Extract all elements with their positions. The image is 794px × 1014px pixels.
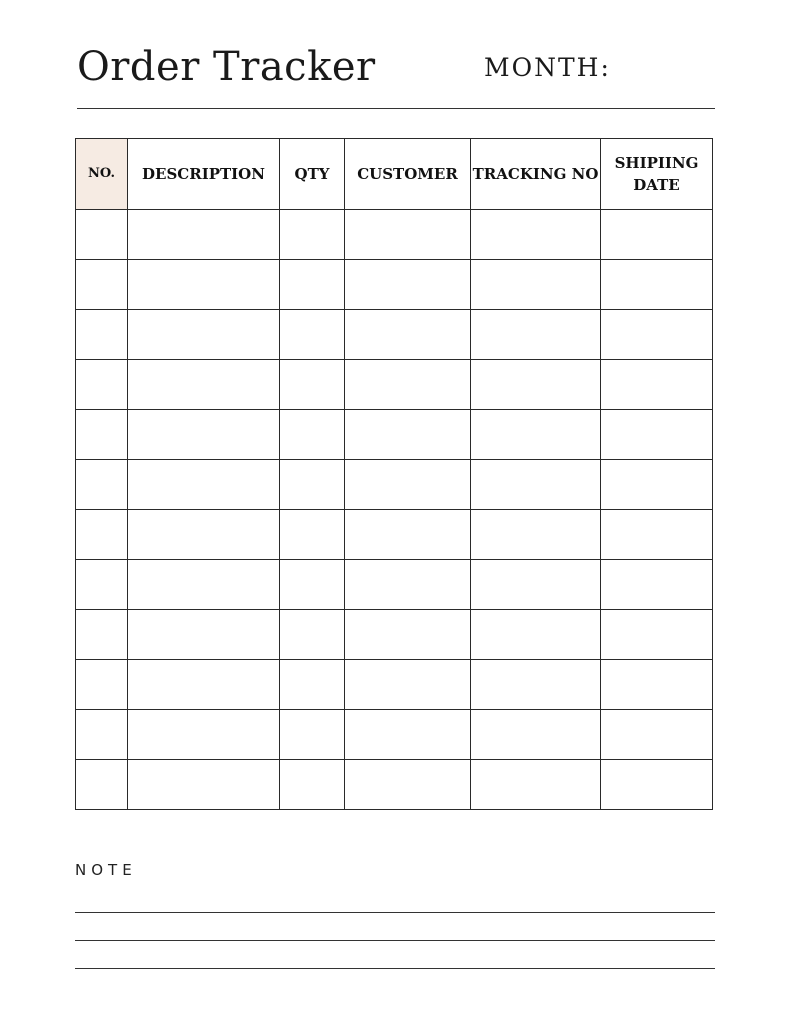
cell-qty[interactable] xyxy=(280,360,345,410)
cell-description[interactable] xyxy=(128,710,280,760)
table-row xyxy=(76,710,713,760)
cell-customer[interactable] xyxy=(345,660,471,710)
cell-tracking-no[interactable] xyxy=(471,410,601,460)
note-line[interactable] xyxy=(75,912,715,913)
cell-qty[interactable] xyxy=(280,760,345,810)
cell-description[interactable] xyxy=(128,460,280,510)
cell-description[interactable] xyxy=(128,410,280,460)
cell-shipping-date[interactable] xyxy=(601,360,713,410)
cell-tracking-no[interactable] xyxy=(471,660,601,710)
cell-qty[interactable] xyxy=(280,510,345,560)
cell-shipping-date[interactable] xyxy=(601,660,713,710)
cell-description[interactable] xyxy=(128,210,280,260)
table-row xyxy=(76,210,713,260)
cell-shipping-date[interactable] xyxy=(601,560,713,610)
table-header-row xyxy=(76,139,713,210)
cell-qty[interactable] xyxy=(280,460,345,510)
note-line[interactable] xyxy=(75,968,715,969)
cell-shipping-date[interactable] xyxy=(601,260,713,310)
cell-shipping-date[interactable] xyxy=(601,410,713,460)
cell-customer[interactable] xyxy=(345,610,471,660)
cell-description[interactable] xyxy=(128,760,280,810)
cell-customer[interactable] xyxy=(345,310,471,360)
table-row xyxy=(76,760,713,810)
cell-shipping-date[interactable] xyxy=(601,610,713,660)
cell-no[interactable] xyxy=(76,460,128,510)
cell-customer[interactable] xyxy=(345,210,471,260)
column-header-qty: QTY xyxy=(280,139,345,210)
cell-no[interactable] xyxy=(76,310,128,360)
cell-tracking-no[interactable] xyxy=(471,260,601,310)
cell-tracking-no[interactable] xyxy=(471,460,601,510)
cell-customer[interactable] xyxy=(345,410,471,460)
cell-tracking-no[interactable] xyxy=(471,610,601,660)
cell-shipping-date[interactable] xyxy=(601,460,713,510)
table-row xyxy=(76,310,713,360)
cell-tracking-no[interactable] xyxy=(471,210,601,260)
table-row xyxy=(76,560,713,610)
table-body xyxy=(76,210,713,810)
cell-qty[interactable] xyxy=(280,610,345,660)
table-row xyxy=(76,660,713,710)
cell-customer[interactable] xyxy=(345,510,471,560)
cell-description[interactable] xyxy=(128,260,280,310)
column-header-tracking-no: TRACKING NO xyxy=(471,139,601,210)
cell-shipping-date[interactable] xyxy=(601,310,713,360)
cell-customer[interactable] xyxy=(345,760,471,810)
cell-customer[interactable] xyxy=(345,560,471,610)
cell-tracking-no[interactable] xyxy=(471,560,601,610)
column-header-no: NO. xyxy=(76,139,128,210)
table-row xyxy=(76,360,713,410)
cell-qty[interactable] xyxy=(280,210,345,260)
cell-no[interactable] xyxy=(76,760,128,810)
cell-customer[interactable] xyxy=(345,710,471,760)
cell-description[interactable] xyxy=(128,310,280,360)
cell-customer[interactable] xyxy=(345,260,471,310)
cell-no[interactable] xyxy=(76,360,128,410)
cell-description[interactable] xyxy=(128,560,280,610)
cell-description[interactable] xyxy=(128,660,280,710)
table-row xyxy=(76,460,713,510)
cell-shipping-date[interactable] xyxy=(601,210,713,260)
cell-qty[interactable] xyxy=(280,560,345,610)
cell-no[interactable] xyxy=(76,610,128,660)
cell-shipping-date[interactable] xyxy=(601,760,713,810)
table-row xyxy=(76,510,713,560)
cell-description[interactable] xyxy=(128,360,280,410)
cell-tracking-no[interactable] xyxy=(471,310,601,360)
cell-tracking-no[interactable] xyxy=(471,760,601,810)
table-row xyxy=(76,610,713,660)
title-divider xyxy=(77,108,715,109)
table-row xyxy=(76,260,713,310)
cell-no[interactable] xyxy=(76,660,128,710)
cell-customer[interactable] xyxy=(345,460,471,510)
cell-customer[interactable] xyxy=(345,360,471,410)
cell-qty[interactable] xyxy=(280,260,345,310)
cell-description[interactable] xyxy=(128,510,280,560)
cell-no[interactable] xyxy=(76,260,128,310)
cell-shipping-date[interactable] xyxy=(601,510,713,560)
cell-tracking-no[interactable] xyxy=(471,360,601,410)
cell-no[interactable] xyxy=(76,210,128,260)
cell-qty[interactable] xyxy=(280,410,345,460)
note-label: NOTE xyxy=(75,861,137,879)
cell-no[interactable] xyxy=(76,710,128,760)
cell-no[interactable] xyxy=(76,410,128,460)
cell-no[interactable] xyxy=(76,510,128,560)
order-table xyxy=(75,138,713,810)
cell-qty[interactable] xyxy=(280,310,345,360)
note-line[interactable] xyxy=(75,940,715,941)
cell-tracking-no[interactable] xyxy=(471,510,601,560)
page-title: Order Tracker xyxy=(77,44,376,90)
cell-no[interactable] xyxy=(76,560,128,610)
cell-qty[interactable] xyxy=(280,710,345,760)
cell-shipping-date[interactable] xyxy=(601,710,713,760)
column-header-customer: CUSTOMER xyxy=(345,139,471,210)
table-row xyxy=(76,410,713,460)
cell-qty[interactable] xyxy=(280,660,345,710)
column-header-description: DESCRIPTION xyxy=(128,139,280,210)
month-label: MONTH: xyxy=(484,53,611,82)
cell-description[interactable] xyxy=(128,610,280,660)
column-header-shipping-date: SHIPIING DATE xyxy=(601,139,713,210)
cell-tracking-no[interactable] xyxy=(471,710,601,760)
